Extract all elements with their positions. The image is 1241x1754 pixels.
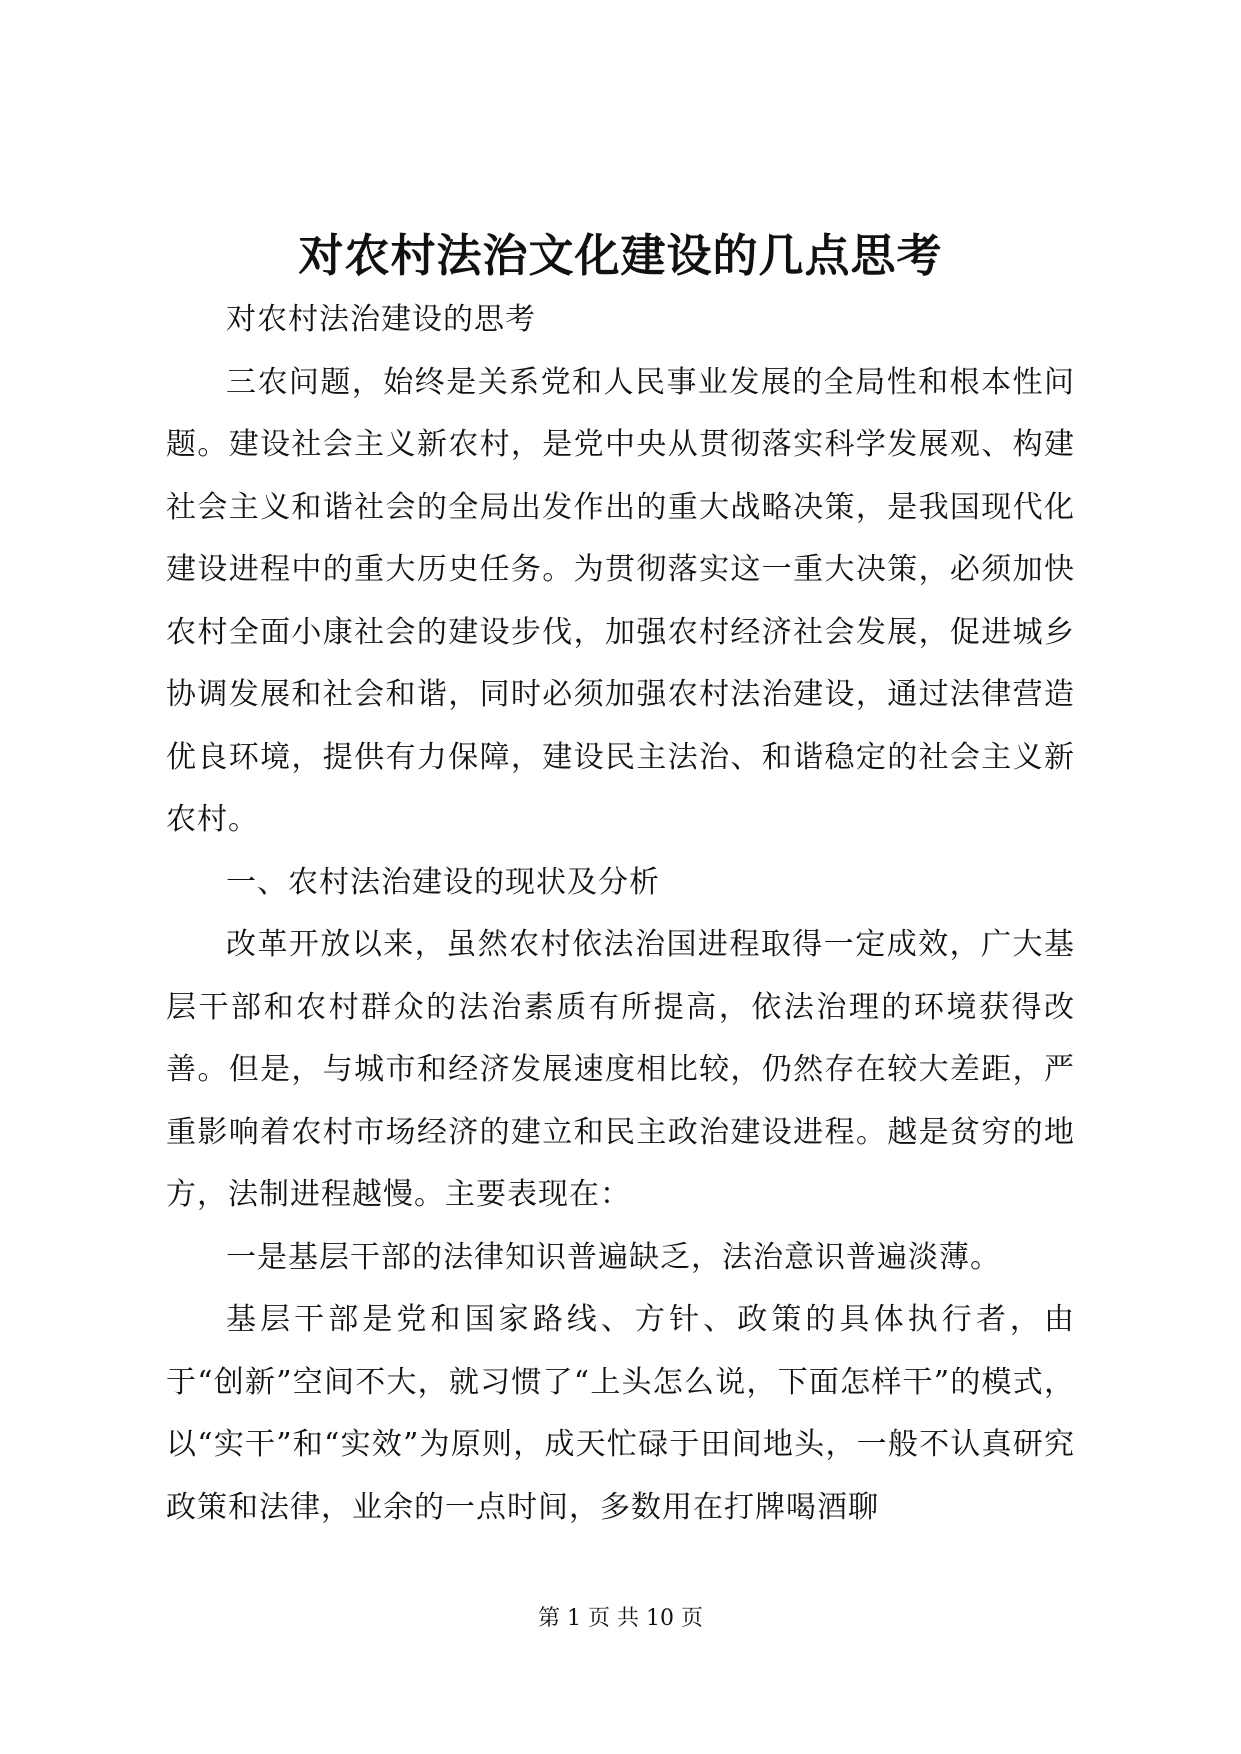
paragraph-intro: 三农问题，始终是关系党和人民事业发展的全局性和根本性问题。建设社会主义新农村，是党中央从贯彻落实科学发展观、构建社会主义和谐社会的全局出发作出的重大战略决策，是我国现代化建设进程中的重大历史任务。为贯彻落实这一重大决策，必须加快农村全面小康社会的建设步伐，加强农村经济社会发展，促进城乡协调发展和社会和谐，同时必须加强农村法治建设，通过法律营造优良环境，提供有力保障，建设民主法治、和谐稳定的社会主义新农村。 — [166, 364, 1075, 837]
document-title: 对农村法治文化建设的几点思考 — [298, 229, 943, 282]
paragraph-point-1: 一是基层干部的法律知识普遍缺乏，法治意识普遍淡薄。 — [226, 1239, 1001, 1275]
paragraph-status: 改革开放以来，虽然农村依法治国进程取得一定成效，广大基层干部和农村群众的法治素质有所提高，依法治理的环境获得改善。但是，与城市和经济发展速度相比较，仍然存在较大差距，严重影响着农村市场经济的建立和民主政治建设进程。越是贫穷的地方，法制进程越慢。主要表现在： — [166, 927, 1075, 1212]
page-footer: 第 1 页 共 10 页 — [538, 1606, 703, 1631]
document-body — [166, 289, 1075, 1539]
section-heading-1: 一、农村法治建设的现状及分析 — [226, 864, 660, 900]
paragraph-subtitle: 对农村法治建设的思考 — [226, 302, 536, 337]
paragraph-cadres: 基层干部是党和国家路线、方针、政策的具体执行者，由于“创新”空间不大，就习惯了“上头怎么说，下面怎样干”的模式，以“实干”和“实效”为原则，成天忙碌于田间地头，一般不认真研究政策和法律，业余的一点时间，多数用在打牌喝酒聊 — [166, 1302, 1075, 1525]
